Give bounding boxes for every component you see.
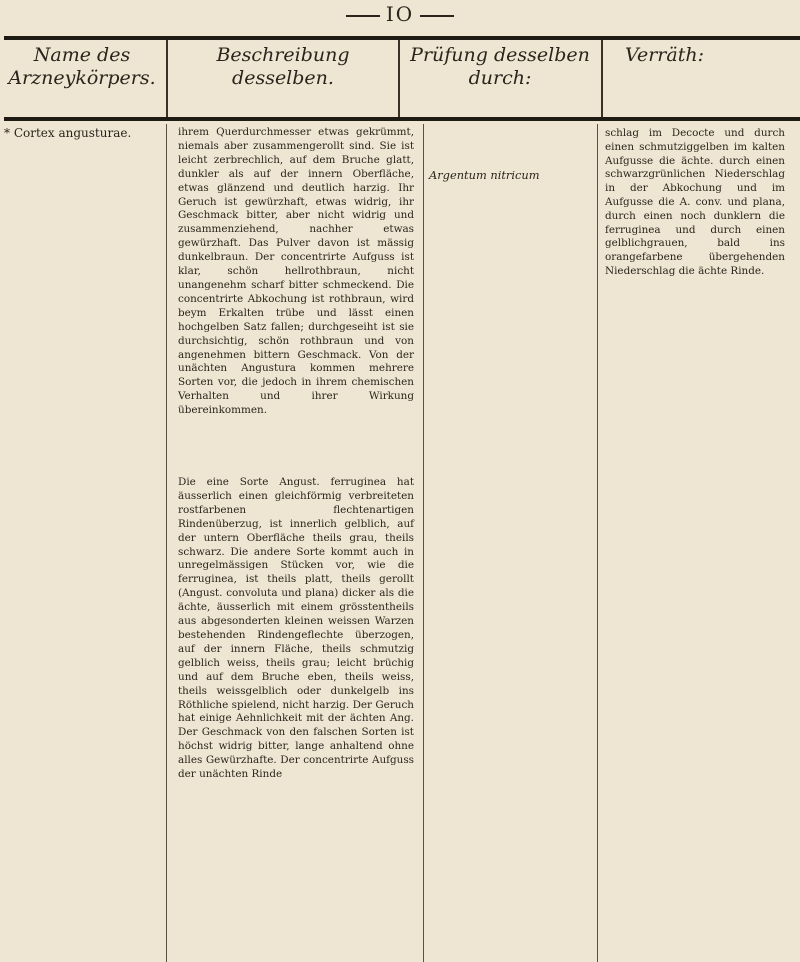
right-dash <box>420 15 454 17</box>
header-test: Prüfung desselben durch: <box>410 44 590 89</box>
header-result: Verräth: <box>625 44 704 66</box>
entry-test: Argentum nitricum <box>429 168 540 182</box>
description-paragraph-2: Die eine Sorte Angust. ferruginea hat äusserlich einen gleichförmig verbreiteten rostfarbenen flechtenartigen Rindenüberzug, ist innerlich gelblich, auf der untern Oberfläche theils grau, theils schwarz. Die andere Sorte kommt auch in unregelmässigen Stücken vor, wie die ferruginea, ist theils platt, theils gerollt (Angust. convoluta und plana) dicker als die ächte, äusserlich mit einem grösstentheils aus abgesonderten kleinen weissen Warzen bestehenden Rindengeflechte überzogen, auf der innern Fläche, theils schmutzig gelblich weiss, theils grau; leicht brüchig und auf dem Bruche eben, theils weiss, theils weissgelblich oder dunkelgelb ins Röthliche spielend, nicht harzig. Der Geruch hat einige Aehnlichkeit mit der ächten Ang. Der Geschmack von den falschen Sorten ist höchst widrig bitter, lange anhaltend ohne alles Gewürzhafte. Der concentrirte Aufguss der unächten Rinde <box>178 476 414 781</box>
result-paragraph: schlag im Decocte und durch einen schmutziggelben im kalten Aufgusse die ächte. durch einen schwarzgrünlichen Niederschlag in der Abkochung und im Aufgusse die A. conv. und plana, durch einen noch dunklern die ferruginea und durch einen gelblichgrauen, bald ins orangefarbene übergehenden Niederschlag die ächte Rinde. <box>605 127 785 277</box>
header-description: Beschreibung desselben. <box>216 44 350 89</box>
page-number-text: IO <box>385 2 415 26</box>
entry-description <box>178 126 414 782</box>
entry-result <box>605 127 785 279</box>
header-divider-1 <box>166 40 168 119</box>
header-divider-3 <box>601 40 603 119</box>
column-divider-3 <box>597 124 598 962</box>
page-number <box>0 2 800 26</box>
header-rule <box>4 117 800 121</box>
column-divider-1 <box>166 124 167 962</box>
column-divider-2 <box>423 124 424 962</box>
header-divider-2 <box>398 40 400 119</box>
description-paragraph-1: ihrem Querdurchmesser etwas gekrümmt, niemals aber zusammengerollt sind. Sie ist leicht zerbrechlich, auf dem Bruche glatt, dunkler als auf der innern Oberfläche, etwas glänzend und deutlich harzig. Ihr Geruch ist gewürzhaft, etwas widrig, ihr Geschmack bitter, aber nicht widrig und zusammenziehend, nachher etwas gewürzhaft. Das Pulver davon ist mässig dunkelbraun. Der concentrirte Aufguss ist klar, schön hellrothbraun, nicht unangenehm scharf bitter schmeckend. Die concentrirte Abkochung ist rothbraun, wird beym Erkalten trübe und lässt einen hochgelben Satz fallen; durchgeseiht ist sie durchsichtig, schön rothbraun und von angenehmen bittern Geschmack. Von der unächten Angustura kommen mehrere Sorten vor, die jedoch in ihrem chemischen Verhalten und ihrer Wirkung übereinkommen. <box>178 126 414 417</box>
left-dash <box>346 15 380 17</box>
entry-name: * Cortex angusturae. <box>4 126 132 140</box>
top-rule <box>4 36 800 40</box>
header-name: Name des Arzneykörpers. <box>8 44 156 89</box>
